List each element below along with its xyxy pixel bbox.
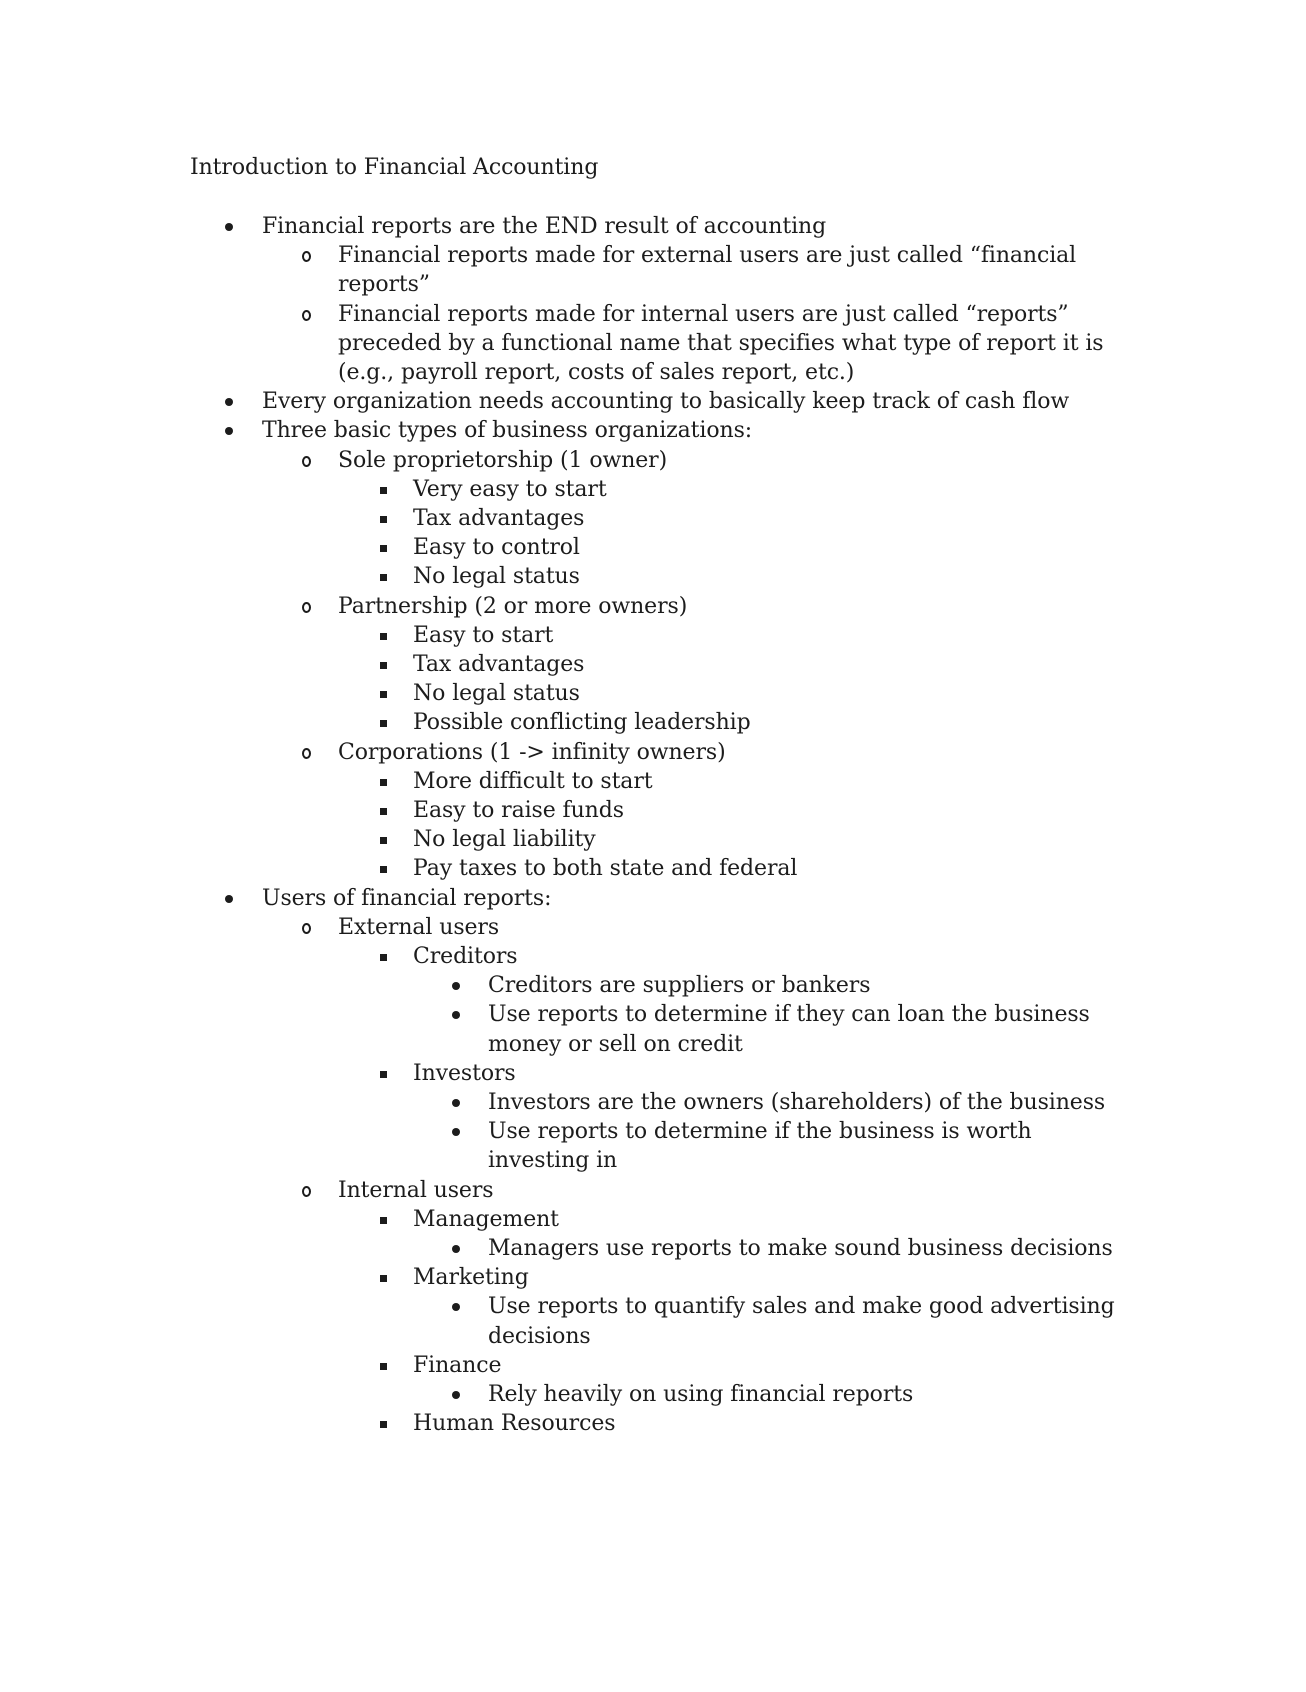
bullet-square-icon: [380, 720, 387, 727]
bullet-square-icon: [380, 866, 387, 873]
list-item-level-4: money or sell on credit: [488, 1031, 743, 1057]
list-item-level-1: Financial reports are the END result of accounting: [262, 214, 827, 239]
bullet-square-icon: [380, 1421, 387, 1428]
list-item-level-2: External users: [338, 914, 500, 940]
bullet-square-icon: [380, 545, 387, 552]
list-item-level-2: reports”: [338, 272, 430, 298]
bullet-square-icon: [380, 574, 387, 581]
list-item-level-1: Every organization needs accounting to basically keep track of cash flow: [262, 389, 1070, 415]
list-item-level-3: Tax advantages: [413, 506, 585, 531]
bullet-dot-icon: [452, 1099, 460, 1107]
bullet-circle-icon: [302, 251, 311, 262]
list-item-level-3: Creditors: [413, 944, 518, 969]
bullet-square-icon: [380, 662, 387, 669]
bullet-dot-icon: [225, 223, 233, 231]
list-item-level-3: Management: [413, 1206, 559, 1232]
list-item-level-3: No legal liability: [413, 827, 596, 853]
list-item-level-3: Pay taxes to both state and federal: [413, 856, 798, 882]
bullet-circle-icon: [302, 456, 311, 467]
list-item-level-4: Managers use reports to make sound business decisions: [488, 1236, 1113, 1261]
list-item-level-3: Easy to start: [413, 622, 554, 648]
bullet-square-icon: [380, 837, 387, 844]
list-item-level-3: No legal status: [413, 681, 580, 707]
list-item-level-2: Internal users: [338, 1177, 494, 1203]
list-item-level-3: More difficult to start: [413, 768, 653, 794]
bullet-square-icon: [380, 1275, 387, 1282]
list-item-level-3: Tax advantages: [413, 652, 585, 677]
bullet-circle-icon: [302, 310, 311, 321]
bullet-square-icon: [380, 1363, 387, 1370]
bullet-square-icon: [380, 633, 387, 640]
list-item-level-4: Use reports to determine if they can loan the business: [488, 1002, 1090, 1028]
bullet-square-icon: [380, 1071, 387, 1078]
list-item-level-3: Possible conflicting leadership: [413, 710, 751, 736]
bullet-dot-icon: [452, 982, 460, 990]
bullet-square-icon: [380, 691, 387, 698]
bullet-dot-icon: [225, 427, 233, 435]
bullet-square-icon: [380, 808, 387, 815]
list-item-level-2: preceded by a functional name that specifies what type of report it is: [338, 330, 1104, 356]
list-item-level-4: Investors are the owners (shareholders) of the business: [488, 1090, 1106, 1115]
list-item-level-1: Users of financial reports:: [262, 885, 552, 911]
list-item-level-4: investing in: [488, 1148, 618, 1174]
list-item-level-3: Easy to control: [413, 535, 580, 561]
list-item-level-4: Creditors are suppliers or bankers: [488, 973, 871, 999]
list-item-level-1: Three basic types of business organizations:: [262, 418, 753, 444]
bullet-dot-icon: [452, 1011, 460, 1019]
list-item-level-2: Corporations (1 -> infinity owners): [338, 739, 726, 765]
bullet-circle-icon: [302, 602, 311, 613]
bullet-dot-icon: [452, 1245, 460, 1253]
bullet-square-icon: [380, 1217, 387, 1224]
bullet-circle-icon: [302, 923, 311, 934]
list-item-level-2: Financial reports made for internal users are just called “reports”: [338, 301, 1069, 327]
bullet-dot-icon: [225, 895, 233, 903]
list-item-level-2: (e.g., payroll report, costs of sales report, etc.): [338, 360, 855, 385]
bullet-dot-icon: [452, 1391, 460, 1399]
list-item-level-2: Partnership (2 or more owners): [338, 593, 688, 619]
list-item-level-2: Sole proprietorship (1 owner): [338, 447, 668, 473]
list-item-level-3: Very easy to start: [413, 476, 607, 502]
list-item-level-3: Easy to raise funds: [413, 798, 624, 823]
document-title: Introduction to Financial Accounting: [190, 155, 599, 180]
list-item-level-4: Use reports to quantify sales and make good advertising: [488, 1294, 1115, 1320]
list-item-level-3: Human Resources: [413, 1411, 616, 1437]
list-item-level-3: Marketing: [413, 1265, 529, 1291]
bullet-square-icon: [380, 487, 387, 494]
bullet-square-icon: [380, 516, 387, 523]
list-item-level-3: Investors: [413, 1060, 516, 1086]
bullet-dot-icon: [452, 1303, 460, 1311]
bullet-circle-icon: [302, 1186, 311, 1197]
list-item-level-4: decisions: [488, 1323, 591, 1349]
list-item-level-3: Finance: [413, 1352, 502, 1378]
bullet-circle-icon: [302, 748, 311, 759]
bullet-dot-icon: [225, 398, 233, 406]
list-item-level-3: No legal status: [413, 564, 580, 590]
bullet-square-icon: [380, 954, 387, 961]
bullet-square-icon: [380, 779, 387, 786]
list-item-level-2: Financial reports made for external users are just called “financial: [338, 243, 1077, 269]
list-item-level-4: Use reports to determine if the business is worth: [488, 1119, 1032, 1145]
bullet-dot-icon: [452, 1128, 460, 1136]
list-item-level-4: Rely heavily on using financial reports: [488, 1382, 914, 1407]
